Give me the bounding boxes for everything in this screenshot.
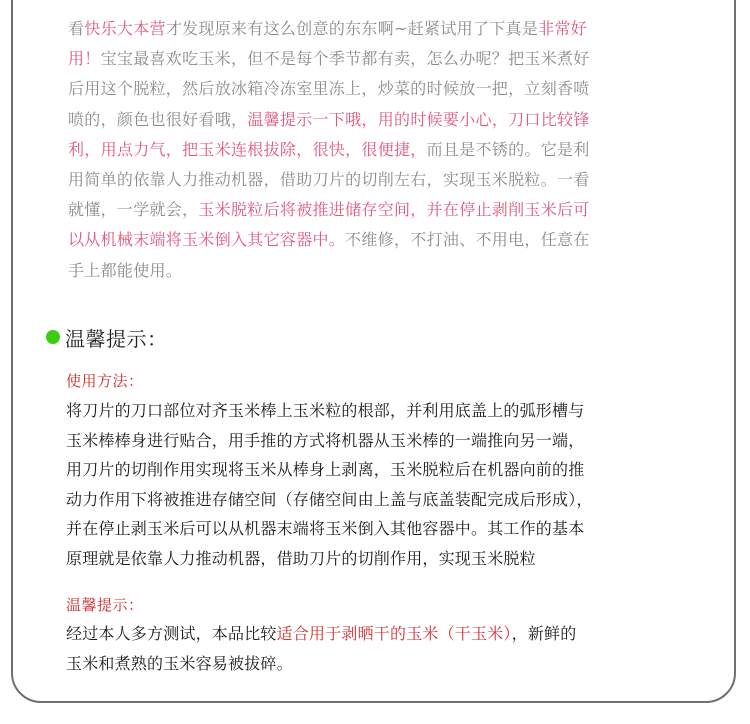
- highlighted-text: 玉米脱粒后将被推进储存空间，并在停止剥削玉米后可: [198, 200, 590, 220]
- text-line: [66, 544, 593, 574]
- highlighted-text: 快乐大本营: [84, 19, 166, 38]
- highlighted-text: 用！: [68, 49, 101, 69]
- text-segment: 看: [68, 19, 85, 38]
- highlighted-text: 适合用于剥晒干的玉米（干玉米）: [276, 624, 512, 643]
- text-line: [66, 649, 576, 679]
- text-segment: 动力作用下将被推进存储空间（存储空间由上盖与底盖装配完成后形成），: [66, 489, 593, 509]
- warm-tip-body: [66, 619, 576, 678]
- text-line: [68, 195, 616, 225]
- highlighted-text: 非常好: [538, 19, 588, 38]
- text-line: [68, 225, 616, 255]
- green-bullet-icon: [46, 330, 60, 344]
- tips-title: 温馨提示：: [65, 326, 168, 351]
- text-segment: 而且是不锈的。它是利: [426, 139, 590, 159]
- text-line: [68, 44, 616, 74]
- text-segment: 喷的，颜色也很好看哦，: [68, 109, 248, 129]
- text-segment: 用刀片的切削作用实现将玉米从棒身上剥离，玉米脱粒后在机器向前的推: [66, 460, 585, 479]
- text-line: [68, 74, 616, 104]
- text-line: [68, 165, 616, 195]
- text-line: [68, 105, 616, 135]
- usage-body: [66, 396, 593, 573]
- text-segment: 就懂，一学就会，: [68, 200, 199, 220]
- text-line: [66, 514, 593, 544]
- text-segment: 宝宝最喜欢吃玉米，但不是每个季节都有卖，怎么办呢？把玉米煮好: [100, 49, 590, 69]
- text-line: [68, 135, 616, 165]
- text-segment: 用简单的依靠人力推动机器，借助刀片的切削左右，实现玉米脱粒。一看: [68, 170, 590, 190]
- text-segment: 将刀片的刀口部位对齐玉米棒上玉米粒的根部，并利用底盖上的弧形槽与: [66, 401, 585, 420]
- text-segment: 后用这个脱粒，然后放冰箱冷冻室里冻上，炒菜的时候放一把，立刻香喷: [68, 79, 590, 99]
- intro-paragraph: [68, 14, 616, 286]
- text-segment: 不维修，不打油、不用电，任意在: [345, 230, 590, 250]
- text-line: [68, 14, 616, 44]
- text-segment: 原理就是依靠人力推动机器，借助刀片的切削作用，实现玉米脱粒: [66, 548, 536, 568]
- text-line: [66, 396, 593, 426]
- text-line: [68, 256, 616, 286]
- highlighted-text: 温馨提示一下哦，用的时候要小心，刀口比较锋: [247, 109, 590, 129]
- highlighted-text: 利，用点力气，把玉米连根拔除，很快，很便捷，: [68, 139, 427, 159]
- text-segment: ，新鲜的: [511, 624, 577, 643]
- tips-heading: [46, 322, 168, 352]
- text-segment: 玉米和煮熟的玉米容易被拔碎。: [66, 653, 293, 673]
- text-segment: 玉米棒棒身进行贴合，用手推的方式将机器从玉米棒的一端推向另一端，: [66, 430, 585, 450]
- warm-tip-label: 温馨提示：: [66, 596, 144, 614]
- text-segment: 并在停止剥玉米后可以从机器末端将玉米倒入其他容器中。其工作的基本: [66, 519, 585, 538]
- text-segment: 经过本人多方测试，本品比较: [66, 624, 277, 643]
- usage-label: 使用方法：: [66, 372, 144, 390]
- highlighted-text: 以从机械末端将玉米倒入其它容器中。: [68, 230, 346, 250]
- text-line: [66, 619, 576, 649]
- text-segment: 才发现原来有这么创意的东东啊~赶紧试用了下真是: [165, 19, 539, 38]
- text-line: [66, 485, 593, 515]
- text-segment: 手上都能使用。: [68, 260, 183, 280]
- text-line: [66, 455, 593, 485]
- text-line: [66, 426, 593, 456]
